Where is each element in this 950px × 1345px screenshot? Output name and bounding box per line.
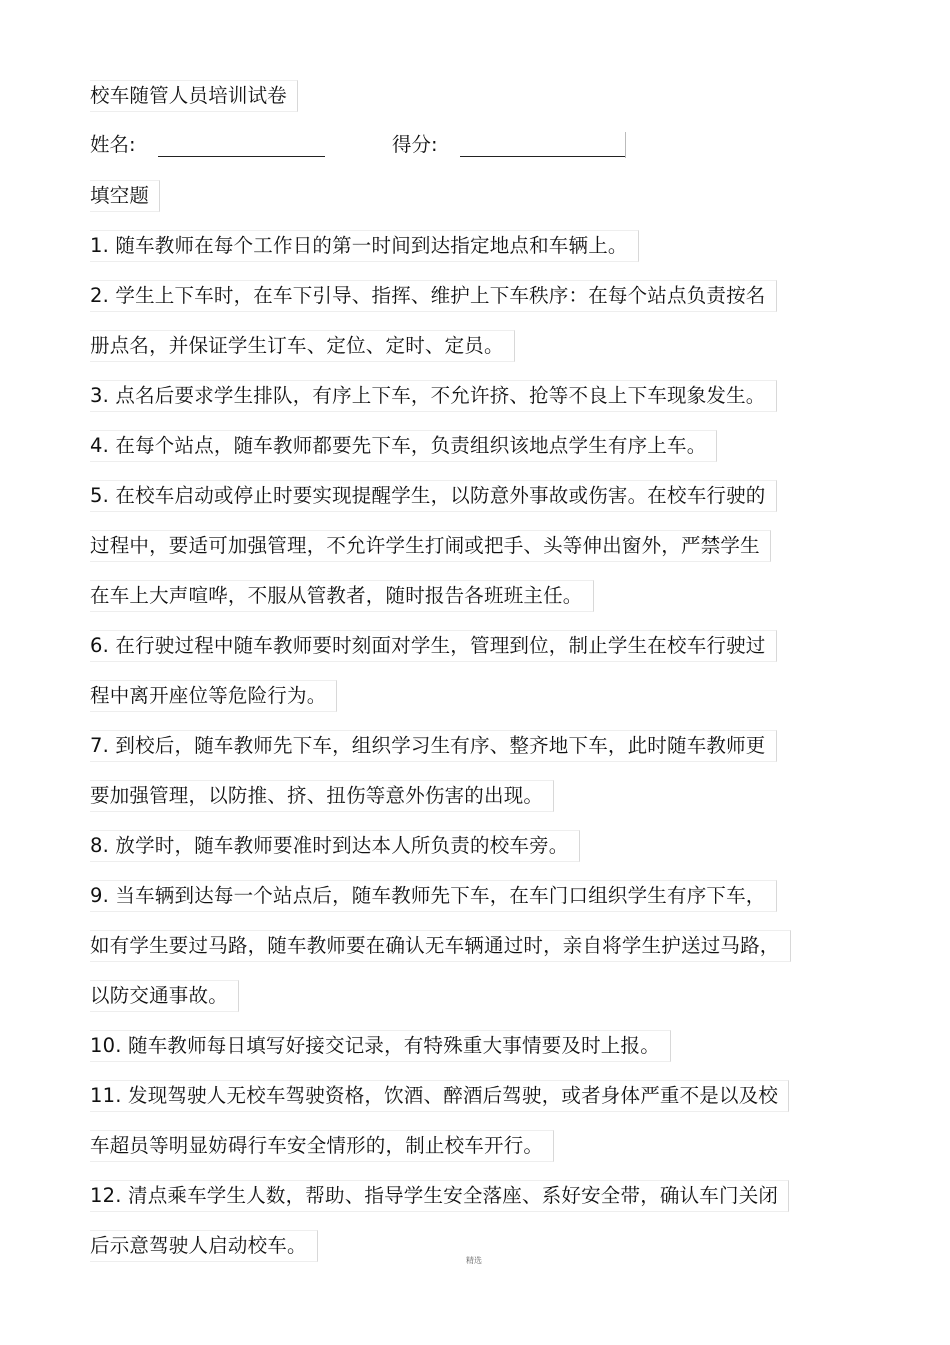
question-line: 后示意驾驶人启动校车。 (90, 1230, 318, 1262)
question-line: 在车上大声喧哗，不服从管教者，随时报告各班班主任。 (90, 580, 594, 612)
question-line: 4. 在每个站点，随车教师都要先下车，负责组织该地点学生有序上车。 (90, 430, 717, 462)
question-line: 5. 在校车启动或停止时要实现提醒学生，以防意外事故或伤害。在校车行驶的 (90, 480, 777, 512)
question-line: 1. 随车教师在每个工作日的第一时间到达指定地点和车辆上。 (90, 230, 639, 262)
page-footer: 精选 (466, 1256, 482, 1265)
name-label: 姓名: (90, 133, 136, 156)
question-line: 6. 在行驶过程中随车教师要时刻面对学生，管理到位，制止学生在校车行驶过 (90, 630, 777, 662)
question-line: 9. 当车辆到达每一个站点后，随车教师先下车，在车门口组织学生有序下车， (90, 880, 777, 912)
score-blank[interactable] (460, 156, 625, 157)
question-line: 要加强管理，以防推、挤、扭伤等意外伤害的出现。 (90, 780, 554, 812)
question-line: 册点名，并保证学生订车、定位、定时、定员。 (90, 330, 515, 362)
question-line: 程中离开座位等危险行为。 (90, 680, 337, 712)
question-line: 8. 放学时，随车教师要准时到达本人所负责的校车旁。 (90, 830, 580, 862)
question-line: 7. 到校后，随车教师先下车，组织学习生有序、整齐地下车，此时随车教师更 (90, 730, 777, 762)
name-blank[interactable] (158, 156, 325, 157)
field-divider (625, 132, 626, 158)
question-line: 过程中，要适可加强管理，不允许学生打闹或把手、头等伸出窗外，严禁学生 (90, 530, 771, 562)
question-line: 10. 随车教师每日填写好接交记录，有特殊重大事情要及时上报。 (90, 1030, 671, 1062)
question-line: 以防交通事故。 (90, 980, 239, 1012)
score-label: 得分: (392, 133, 438, 156)
document-title: 校车随管人员培训试卷 (90, 80, 298, 112)
question-line: 车超员等明显妨碍行车安全情形的，制止校车开行。 (90, 1130, 554, 1162)
question-line: 3. 点名后要求学生排队，有序上下车，不允许挤、抢等不良上下车现象发生。 (90, 380, 777, 412)
question-line: 11. 发现驾驶人无校车驾驶资格，饮酒、醉酒后驾驶，或者身体严重不是以及校 (90, 1080, 789, 1112)
section-title: 填空题 (90, 180, 160, 212)
question-line: 如有学生要过马路，随车教师要在确认无车辆通过时，亲自将学生护送过马路， (90, 930, 791, 962)
question-line: 2. 学生上下车时，在车下引导、指挥、维护上下车秩序：在每个站点负责按名 (90, 280, 777, 312)
question-line: 12. 清点乘车学生人数，帮助、指导学生安全落座、系好安全带，确认车门关闭 (90, 1180, 789, 1212)
